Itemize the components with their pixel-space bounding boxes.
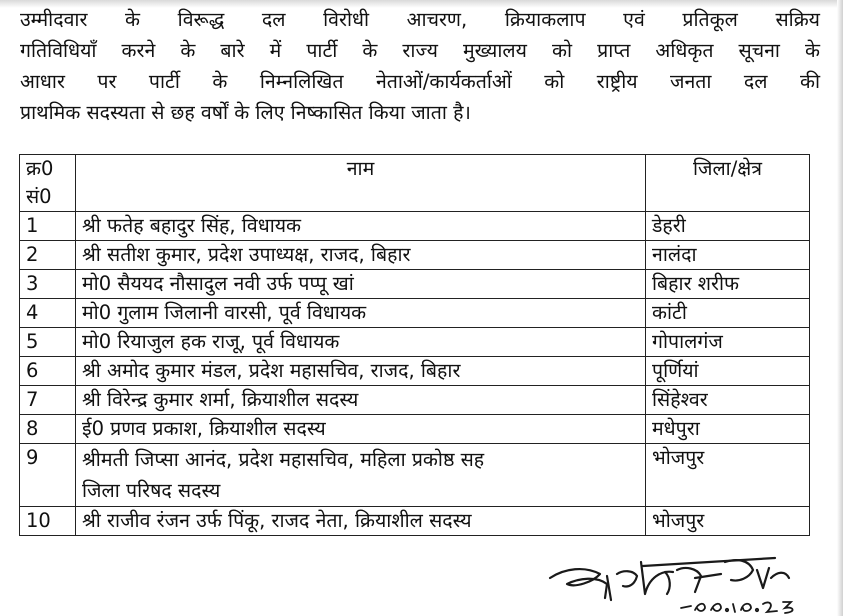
table-row [20, 357, 810, 386]
handwritten-signature [545, 548, 835, 616]
paragraph-line-2: गतिविधियाँ करने के बारे में पार्टी के राज्य मुख्यालय को प्राप्त अधिकृत सूचना के [20, 39, 820, 62]
row-name: मो0 गुलाम जिलानी वारसी, पूर्व विधायक [76, 299, 646, 328]
table-row [20, 386, 810, 415]
header-name: नाम [76, 155, 646, 212]
row-serial: 10 [20, 507, 76, 536]
row-name: ई0 प्रणव प्रकाश, क्रियाशील सदस्य [76, 415, 646, 444]
header-serial-line-2: सं0 [26, 185, 52, 208]
row-serial: 7 [20, 386, 76, 415]
paragraph-line-4: प्राथमिक सदस्यता से छह वर्षों के लिए निष्कासित किया जाता है। [20, 101, 471, 124]
table-row [20, 328, 810, 357]
row-name: मो0 सैययद नौसादुल नवी उर्फ पप्पू खां [76, 270, 646, 299]
row-serial: 2 [20, 241, 76, 270]
scan-right-edge [837, 0, 843, 616]
table-row [20, 299, 810, 328]
row-name: श्री सतीश कुमार, प्रदेश उपाध्यक्ष, राजद, बिहार [76, 241, 646, 270]
row-district: मधेपुरा [646, 415, 810, 444]
table-row [20, 444, 810, 507]
row-name [76, 444, 646, 507]
paragraph-line-3: आधार पर पार्टी के निम्नलिखित नेताओं/कार्यकर्ताओं को राष्ट्रीय जनता दल की [20, 70, 820, 93]
table-row [20, 507, 810, 536]
row-serial: 9 [20, 444, 76, 507]
row-serial: 3 [20, 270, 76, 299]
row-serial: 6 [20, 357, 76, 386]
row-name: श्री विरेन्द्र कुमार शर्मा, क्रियाशील सदस्य [76, 386, 646, 415]
table-row [20, 212, 810, 241]
row-district: गोपालगंज [646, 328, 810, 357]
table-row [20, 270, 810, 299]
row-district: सिंहेश्वर [646, 386, 810, 415]
row-name: श्री राजीव रंजन उर्फ पिंकू, राजद नेता, क्रियाशील सदस्य [76, 507, 646, 536]
row-name: मो0 रियाजुल हक राजू, पूर्व विधायक [76, 328, 646, 357]
header-serial-number [20, 155, 76, 212]
row-district: नालंदा [646, 241, 810, 270]
table-row [20, 241, 810, 270]
row-name: श्री फतेह बहादुर सिंह, विधायक [76, 212, 646, 241]
row-serial: 1 [20, 212, 76, 241]
row-district: डेहरी [646, 212, 810, 241]
header-serial-line-1: क्र0 [26, 157, 54, 180]
row-district: बिहार शरीफ [646, 270, 810, 299]
row-serial: 4 [20, 299, 76, 328]
row-name: श्री अमोद कुमार मंडल, प्रदेश महासचिव, राजद, बिहार [76, 357, 646, 386]
header-district: जिला/क्षेत्र [646, 155, 810, 212]
row-district: भोजपुर [646, 507, 810, 536]
expulsion-notice-paragraph [20, 4, 820, 128]
row-name-line-2: जिला परिषद सदस्य [82, 479, 221, 502]
paragraph-line-1: उम्मीदवार के विरूद्ध दल विरोधी आचरण, क्रियाकलाप एवं प्रतिकूल सक्रिय [20, 8, 820, 31]
row-serial: 8 [20, 415, 76, 444]
row-district: पूर्णियां [646, 357, 810, 386]
row-district: कांटी [646, 299, 810, 328]
row-name-line-1: श्रीमती जिप्सा आनंद, प्रदेश महासचिव, महिला प्रकोष्ठ सह [82, 448, 485, 471]
expelled-members-table [19, 154, 810, 536]
table-header-row [20, 155, 810, 212]
row-district: भोजपुर [646, 444, 810, 507]
row-serial: 5 [20, 328, 76, 357]
table-row [20, 415, 810, 444]
